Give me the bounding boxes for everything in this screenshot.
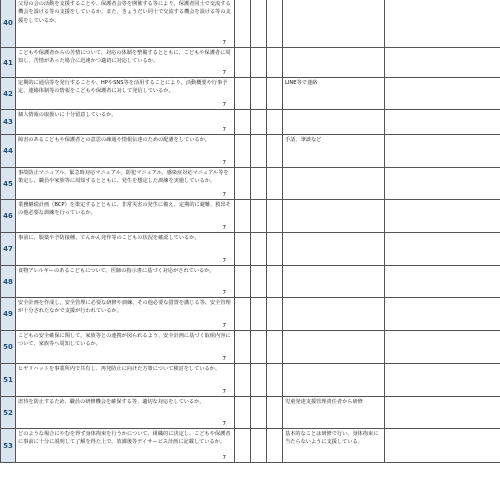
- evaluation-item-text: 安全計画を作成し、安全管理に必要な研修や訓練、その他必要な措置を講じる等、安全管理が十分されたなかで支援が行われているか。: [18, 300, 231, 315]
- note-cell[interactable]: [283, 266, 385, 298]
- evaluation-item-text: ヒヤリハットを事業所内で共有し、再発防止に向けた方策について検討をしているか。: [18, 366, 221, 372]
- response-count: 7: [222, 355, 226, 362]
- note-cell[interactable]: 児童発達支援管理責任者から研修: [283, 397, 385, 429]
- note-cell[interactable]: [283, 0, 385, 48]
- table-row: [1, 364, 500, 397]
- yes-count-cell[interactable]: [235, 429, 251, 463]
- yes-count-cell[interactable]: [235, 266, 251, 298]
- note-cell[interactable]: [283, 110, 385, 135]
- improvement-cell[interactable]: [385, 110, 500, 135]
- table-row: [1, 78, 500, 110]
- improvement-cell[interactable]: [385, 168, 500, 200]
- evaluation-item-text: 障害のあるこどもや保護者との意思の疎通や情報伝達のための配慮をしているか。: [18, 137, 210, 143]
- neutral-count-cell[interactable]: [251, 78, 267, 110]
- no-count-cell[interactable]: [267, 233, 283, 266]
- table-row: [1, 397, 500, 429]
- no-count-cell[interactable]: [267, 331, 283, 364]
- note-cell[interactable]: [283, 233, 385, 266]
- neutral-count-cell[interactable]: [251, 331, 267, 364]
- improvement-cell[interactable]: [385, 0, 500, 48]
- neutral-count-cell[interactable]: [251, 168, 267, 200]
- yes-count-cell[interactable]: [235, 331, 251, 364]
- evaluation-item-text: 業務継続計画（BCP）を策定するとともに、非常災害の発生に備え、定期的に避難、救出その他必要な訓練を行っているか。: [18, 202, 231, 217]
- table-row: [1, 233, 500, 266]
- yes-count-cell[interactable]: [235, 135, 251, 168]
- no-count-cell[interactable]: [267, 364, 283, 397]
- neutral-count-cell[interactable]: [251, 298, 267, 331]
- evaluation-item-text: こどもの安全確保に関して、家族等との連携が図られるよう、安全計画に基づく取組内容について、家族等へ周知しているか。: [18, 333, 231, 348]
- note-cell[interactable]: [283, 48, 385, 78]
- no-count-cell[interactable]: [267, 429, 283, 463]
- evaluation-item-text: 父母の会の活動を支援することや、保護者会等を開催する等により、保護者同士で交流する機会を設ける等の支援をしているか。また、きょうだい同士で交流する機会を設ける等の支援をしているか。: [18, 1, 231, 24]
- improvement-cell[interactable]: [385, 397, 500, 429]
- no-count-cell[interactable]: [267, 110, 283, 135]
- evaluation-item-text: 事故防止マニュアル、緊急時対応マニュアル、防犯マニュアル、感染症対応マニュアル等を策定し、職員や家族等に周知するとともに、発生を想定した訓練を実施しているか。: [18, 170, 229, 185]
- evaluation-item-text: どのような場合にやむを得ず身体拘束を行うかについて、組織的に決定し、こどもや保護者に事前に十分に説明して了解を得た上で、放課後等デイサービス計画に記載しているか。: [18, 431, 231, 446]
- yes-count-cell[interactable]: [235, 78, 251, 110]
- evaluation-item-cell[interactable]: [16, 397, 235, 429]
- improvement-cell[interactable]: [385, 331, 500, 364]
- evaluation-item-text: 定期的に通信等を発行することや、HPやSNS等を活用することにより、活動概要や行事予定、連絡体制等の情報をこどもや保護者に対して発信しているか。: [18, 80, 228, 95]
- evaluation-item-cell[interactable]: [16, 298, 235, 331]
- neutral-count-cell[interactable]: [251, 397, 267, 429]
- evaluation-item-text: 個人情報の取扱いに十分留意しているか。: [18, 112, 117, 118]
- improvement-cell[interactable]: [385, 429, 500, 463]
- table-row: [1, 110, 500, 135]
- yes-count-cell[interactable]: [235, 0, 251, 48]
- evaluation-item-cell[interactable]: [16, 233, 235, 266]
- note-cell[interactable]: [283, 364, 385, 397]
- evaluation-item-cell[interactable]: [16, 331, 235, 364]
- neutral-count-cell[interactable]: [251, 0, 267, 48]
- improvement-cell[interactable]: [385, 78, 500, 110]
- note-cell[interactable]: 手話、筆談など: [283, 135, 385, 168]
- row-number: 42: [1, 78, 16, 110]
- note-cell[interactable]: [283, 200, 385, 233]
- evaluation-item-cell[interactable]: [16, 0, 235, 48]
- response-count: 7: [222, 289, 226, 296]
- row-number: 47: [1, 233, 16, 266]
- note-cell[interactable]: LINE等で連絡: [283, 78, 385, 110]
- response-count: 7: [222, 191, 226, 198]
- response-count: 7: [222, 420, 226, 427]
- no-count-cell[interactable]: [267, 48, 283, 78]
- table-row: [1, 0, 500, 48]
- neutral-count-cell[interactable]: [251, 364, 267, 397]
- row-number: 52: [1, 397, 16, 429]
- response-count: 7: [222, 159, 226, 166]
- yes-count-cell[interactable]: [235, 48, 251, 78]
- yes-count-cell[interactable]: [235, 233, 251, 266]
- note-cell[interactable]: [283, 298, 385, 331]
- evaluation-item-cell[interactable]: [16, 266, 235, 298]
- yes-count-cell[interactable]: [235, 397, 251, 429]
- table-row: [1, 331, 500, 364]
- improvement-cell[interactable]: [385, 364, 500, 397]
- improvement-cell[interactable]: [385, 200, 500, 233]
- row-number: 45: [1, 168, 16, 200]
- table-row: [1, 168, 500, 200]
- evaluation-item-cell[interactable]: [16, 200, 235, 233]
- response-count: 7: [222, 224, 226, 231]
- no-count-cell[interactable]: [267, 0, 283, 48]
- no-count-cell[interactable]: [267, 266, 283, 298]
- row-number: 40: [1, 0, 16, 48]
- yes-count-cell[interactable]: [235, 110, 251, 135]
- table-row: [1, 48, 500, 78]
- yes-count-cell[interactable]: [235, 168, 251, 200]
- note-cell[interactable]: [283, 168, 385, 200]
- improvement-cell[interactable]: [385, 233, 500, 266]
- no-count-cell[interactable]: [267, 135, 283, 168]
- row-number: 44: [1, 135, 16, 168]
- evaluation-item-cell[interactable]: [16, 364, 235, 397]
- no-count-cell[interactable]: [267, 200, 283, 233]
- row-number: 49: [1, 298, 16, 331]
- evaluation-item-text: 虐待を防止するため、職員の研修機会を確保する等、適切な対応をしているか。: [18, 399, 205, 405]
- no-count-cell[interactable]: [267, 298, 283, 331]
- row-number: 53: [1, 429, 16, 463]
- evaluation-item-text: こどもや保護者からの苦情について、対応の体制を整備するとともに、こどもや保護者に周知し、苦情があった場合に迅速かつ適切に対応しているか。: [18, 50, 231, 65]
- evaluation-item-cell[interactable]: [16, 110, 235, 135]
- evaluation-item-cell[interactable]: [16, 429, 235, 463]
- row-number: 41: [1, 48, 16, 78]
- improvement-cell[interactable]: [385, 135, 500, 168]
- evaluation-item-text: 食物アレルギーのあるこどもについて、医師の指示書に基づく対応がされているか。: [18, 268, 215, 274]
- table-row: [1, 298, 500, 331]
- neutral-count-cell[interactable]: [251, 200, 267, 233]
- response-count: 7: [222, 126, 226, 133]
- response-count: 7: [222, 39, 226, 46]
- note-cell[interactable]: [283, 331, 385, 364]
- row-number: 43: [1, 110, 16, 135]
- evaluation-item-cell[interactable]: [16, 135, 235, 168]
- response-count: 7: [222, 454, 226, 461]
- improvement-cell[interactable]: [385, 298, 500, 331]
- neutral-count-cell[interactable]: [251, 266, 267, 298]
- improvement-cell[interactable]: [385, 266, 500, 298]
- row-number: 50: [1, 331, 16, 364]
- improvement-cell[interactable]: [385, 48, 500, 78]
- no-count-cell[interactable]: [267, 78, 283, 110]
- evaluation-item-cell[interactable]: [16, 168, 235, 200]
- response-count: 7: [222, 101, 226, 108]
- note-cell[interactable]: 基本的なことは研修で行い、身体拘束に当たらないように支援している。: [283, 429, 385, 463]
- table-row: [1, 135, 500, 168]
- table-row: [1, 266, 500, 298]
- row-number: 48: [1, 266, 16, 298]
- response-count: 7: [222, 322, 226, 329]
- neutral-count-cell[interactable]: [251, 135, 267, 168]
- neutral-count-cell[interactable]: [251, 48, 267, 78]
- neutral-count-cell[interactable]: [251, 110, 267, 135]
- evaluation-item-text: 事前に、服薬や予防接種、てんかん発作等のこどもの状況を確認しているか。: [18, 235, 200, 241]
- row-number: 46: [1, 200, 16, 233]
- response-count: 7: [222, 388, 226, 395]
- table-row: [1, 429, 500, 463]
- evaluation-item-cell[interactable]: [16, 48, 235, 78]
- row-number: 51: [1, 364, 16, 397]
- yes-count-cell[interactable]: [235, 364, 251, 397]
- yes-count-cell[interactable]: [235, 200, 251, 233]
- table-row: [1, 200, 500, 233]
- response-count: 7: [222, 257, 226, 264]
- yes-count-cell[interactable]: [235, 298, 251, 331]
- no-count-cell[interactable]: [267, 168, 283, 200]
- neutral-count-cell[interactable]: [251, 429, 267, 463]
- no-count-cell[interactable]: [267, 397, 283, 429]
- neutral-count-cell[interactable]: [251, 233, 267, 266]
- evaluation-item-cell[interactable]: [16, 78, 235, 110]
- response-count: 7: [222, 69, 226, 76]
